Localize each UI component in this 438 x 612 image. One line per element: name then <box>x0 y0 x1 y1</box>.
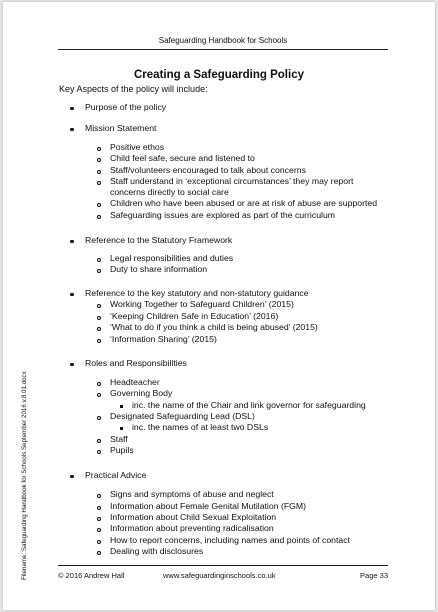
intro-text: Key Aspects of the policy will include: <box>59 84 208 94</box>
list-item-text: Mission Statement <box>85 123 157 133</box>
footer-website: www.safeguardinginschools.co.uk <box>163 571 276 580</box>
list-item-text: Reference to the Statutory Framework <box>85 235 233 245</box>
bullet-disc-icon <box>70 107 74 111</box>
bullet-disc-icon <box>70 240 74 244</box>
bullet-circle-icon <box>97 517 101 521</box>
bullet-circle-icon <box>97 158 101 162</box>
bullet-circle-icon <box>97 439 101 443</box>
list-item-text: Information about Female Genital Mutilation (FGM) <box>110 501 307 511</box>
bullet-circle-icon <box>97 339 101 343</box>
bullet-circle-icon <box>97 170 101 174</box>
list-item-text: concerns directly to social care <box>110 187 229 197</box>
bullet-circle-icon <box>97 147 101 151</box>
bullet-disc-icon <box>70 128 74 132</box>
bullet-circle-icon <box>97 494 101 498</box>
bullet-circle-icon <box>97 528 101 532</box>
section-title: Creating a Safeguarding Policy <box>134 69 304 81</box>
policy-list <box>3 2 435 610</box>
list-item-text: Staff/volunteers encouraged to talk about concerns <box>110 165 306 175</box>
list-item-text: Positive ethos <box>110 142 165 152</box>
bullet-circle-icon <box>97 203 101 207</box>
list-item-text: Information about Child Sexual Exploitation <box>110 512 277 522</box>
list-item-text: Legal responsibilities and duties <box>110 253 234 263</box>
bullet-disc-icon <box>70 475 74 479</box>
list-item-text: Child feel safe, secure and listened to <box>110 153 255 163</box>
list-item-text: Information about preventing radicalisation <box>110 523 274 533</box>
page-footer <box>58 565 388 583</box>
bullet-circle-icon <box>97 327 101 331</box>
list-item-text: Reference to the key statutory and non-statutory guidance <box>85 288 309 298</box>
list-item-text: Staff understand in ‘exceptional circumstances’ they may report <box>110 176 354 186</box>
bullet-disc-icon <box>70 363 74 367</box>
bullet-circle-icon <box>97 304 101 308</box>
bullet-circle-icon <box>97 450 101 454</box>
bullet-circle-icon <box>97 506 101 510</box>
bullet-circle-icon <box>97 181 101 185</box>
list-item-text: inc. the name of the Chair and link governor for safeguarding <box>132 400 366 410</box>
list-item-text: Signs and symptoms of abuse and neglect <box>110 489 274 499</box>
list-item-text: Designated Safeguarding Lead (DSL) <box>110 411 255 421</box>
list-item-text: Duty to share information <box>110 264 208 274</box>
list-item-text: ‘Keeping Children Safe in Education’ (2016) <box>110 311 279 321</box>
page-header: Safeguarding Handbook for Schools <box>58 36 388 50</box>
list-item-text: Governing Body <box>110 388 173 398</box>
bullet-circle-icon <box>97 416 101 420</box>
list-item-text: Practical Advice <box>85 470 147 480</box>
list-item-text: ‘What to do if you think a child is being abused’ (2015) <box>110 322 318 332</box>
list-item-text: How to report concerns, including names and points of contact <box>110 535 351 545</box>
list-item-text: inc. the names of at least two DSLs <box>132 422 269 432</box>
bullet-circle-icon <box>97 382 101 386</box>
bullet-circle-icon <box>97 393 101 397</box>
bullet-circle-icon <box>97 540 101 544</box>
list-item-text: Children who have been abused or are at risk of abuse are supported <box>110 198 378 208</box>
list-item-text: Pupils <box>110 445 134 455</box>
footer-copyright: © 2016 Andrew Hall <box>58 571 125 580</box>
footer-page-number: Page 33 <box>360 571 388 580</box>
bullet-circle-icon <box>97 258 101 262</box>
list-item-text: Working Together to Safeguard Children’ (2015) <box>110 299 294 309</box>
document-page <box>3 2 435 610</box>
bullet-circle-icon <box>97 316 101 320</box>
list-item-text: Headteacher <box>110 377 160 387</box>
bullet-circle-icon <box>97 215 101 219</box>
list-item-text: Dealing with disclosures <box>110 546 204 556</box>
list-item-text: Staff <box>110 434 128 444</box>
list-item-text: ‘Information Sharing’ (2015) <box>110 334 217 344</box>
bullet-square-icon <box>120 405 123 408</box>
list-item-text: Safeguarding issues are explored as part of the curriculum <box>110 210 336 220</box>
list-item-text: Purpose of the policy <box>85 102 167 112</box>
bullet-disc-icon <box>70 293 74 297</box>
bullet-circle-icon <box>97 551 101 555</box>
bullet-square-icon <box>120 427 123 430</box>
bullet-circle-icon <box>97 269 101 273</box>
filename-sidebar: Filename: Safeguarding Handbook for Schools September 2016 v.8.01.docx <box>21 371 28 580</box>
list-item-text: Roles and Responsibilities <box>85 358 187 368</box>
